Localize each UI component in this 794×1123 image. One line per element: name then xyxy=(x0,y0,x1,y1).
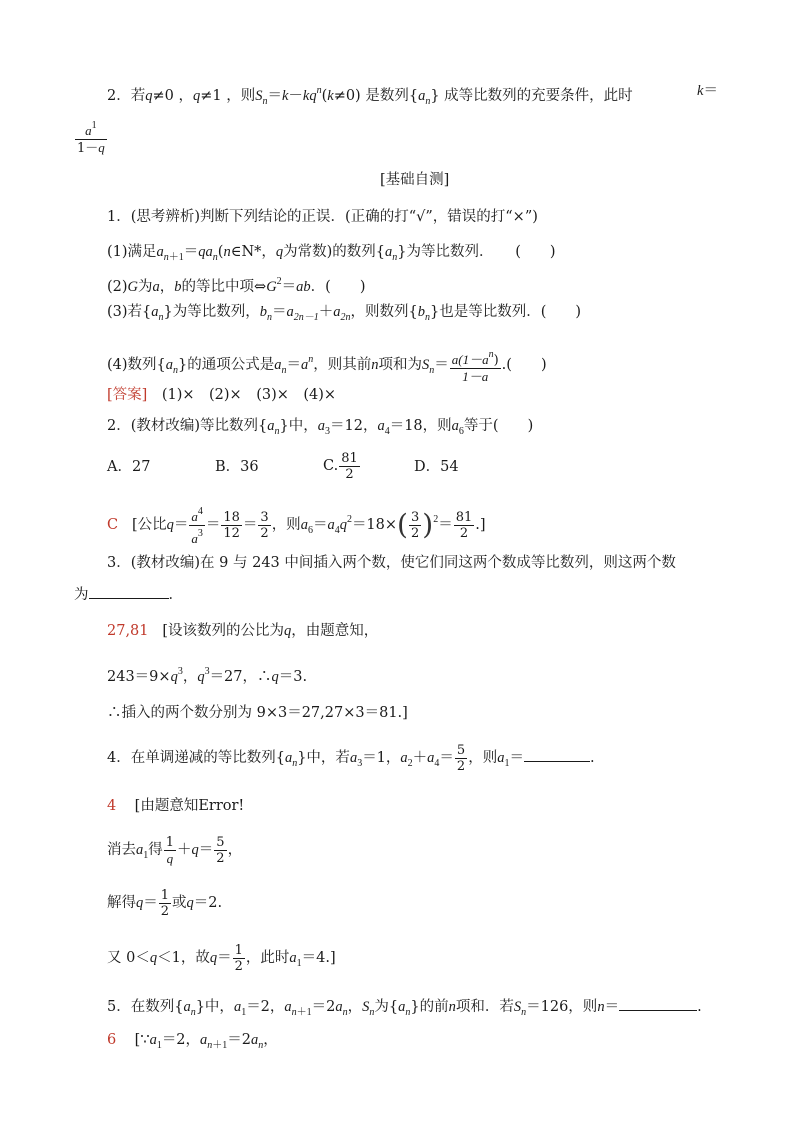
question-4-solution-4: 又 0＜q＜1，故q＝ $\frac{1}{2}$ ，此时$a_1=4$.] xyxy=(107,942,336,974)
question-3-blank-line: 为 ． xyxy=(74,584,183,605)
question-3-solution-2: $243=9\times q^3$，$q^3=27$，∴q＝3. xyxy=(107,666,308,685)
answer-blank[interactable] xyxy=(524,747,590,762)
question-3-solution-3: ∴插入的两个数分别为 9×3＝27,27×3＝81.] xyxy=(107,705,408,721)
question-2-solution: C [公比q＝ $\frac{a^4}{a^3}$ ＝ $\frac{18}{12}$ ＝ $\frac{3}{2}$ ，则$a_6=a_4q^2=18\times$( $\frac{3}{2}$ )$^2$＝ $\frac{81}{2}$ .] xyxy=(107,505,486,546)
question-4-solution-1: 4 [由题意知Error! xyxy=(107,798,245,814)
question-5-solution-1: 6 [$\because a_1=2$，$a_{n+1}=2a_n$， xyxy=(107,1032,278,1051)
question-1-item-1: (1)满足$a_{n+1}=qa_n(n\in N*$，q为常数)的数列$\{a_n\}$为等比数列． ( ) xyxy=(107,244,556,263)
section-title: [基础自测] xyxy=(380,172,450,188)
question-1: 1．(思考辨析)判断下列结论的正误．(正确的打“√”，错误的打“×”) xyxy=(107,209,538,225)
option-a: A．27 xyxy=(107,459,151,475)
statement-2: 2．若q≠0 ，q≠1 ，则$S_n=k-kq^n(k\ne 0)$ 是数列$\{a_n\}$ 成等比数列的充要条件，此时 xyxy=(107,85,633,107)
answer-blank[interactable] xyxy=(89,584,169,599)
statement-2-k: k＝ xyxy=(697,83,718,99)
question-5: 5．在数列$\{a_n\}$中，$a_1=2$，$a_{n+1}=2a_n$，$S_n$为$\{a_n\}$的前n项和．若$S_n=126$，则n＝ . xyxy=(107,996,702,1023)
option-b: B．36 xyxy=(215,459,259,475)
statement-2-fraction: $\frac{a^1}{1-q}$ xyxy=(77,120,105,156)
question-1-item-2: (2)G为a，b的等比中项$\Leftrightarrow G^2=ab$．( ) xyxy=(107,276,366,295)
question-3: 3．(教材改编)在 9 与 243 中间插入两个数，使它们同这两个数成等比数列，则这两个数 xyxy=(107,555,676,571)
option-c: C. $\frac{81}{2}$ xyxy=(323,450,358,482)
option-d: D．54 xyxy=(414,459,459,475)
question-1-item-4: (4)数列$\{a_n\}$的通项公式是$a_n=a^n$，则其前n项和为$S_n=$ $\frac{a(1-a^n)}{1-a}$ .( ) xyxy=(107,348,547,384)
question-3-solution-1: 27,81 [设该数列的公比为q，由题意知， xyxy=(107,623,379,639)
question-4-solution-2: 消去$a_1$得 $\frac{1}{q}$ ＋q＝ $\frac{5}{2}$ ， xyxy=(107,834,243,866)
answer-blank[interactable] xyxy=(619,996,697,1011)
question-1-item-3: (3)若$\{a_n\}$为等比数列，$b_n=a_{2n-1}+a_{2n}$，则数列$\{b_n\}$也是等比数列．( ) xyxy=(107,304,582,323)
question-4-solution-3: 解得q＝ $\frac{1}{2}$ 或q＝2. xyxy=(107,887,223,919)
question-2: 2．(教材改编)等比数列$\{a_n\}$中，$a_3=12$，$a_4=18$，则$a_6$等于( ) xyxy=(107,418,534,437)
question-1-answer: [答案] (1)× (2)× (3)× (4)× xyxy=(107,387,337,403)
question-4: 4．在单调递减的等比数列$\{a_n\}$中，若$a_3=1$，$a_2+a_4=$ $\frac{5}{2}$ ，则$a_1=$ . xyxy=(107,742,595,774)
